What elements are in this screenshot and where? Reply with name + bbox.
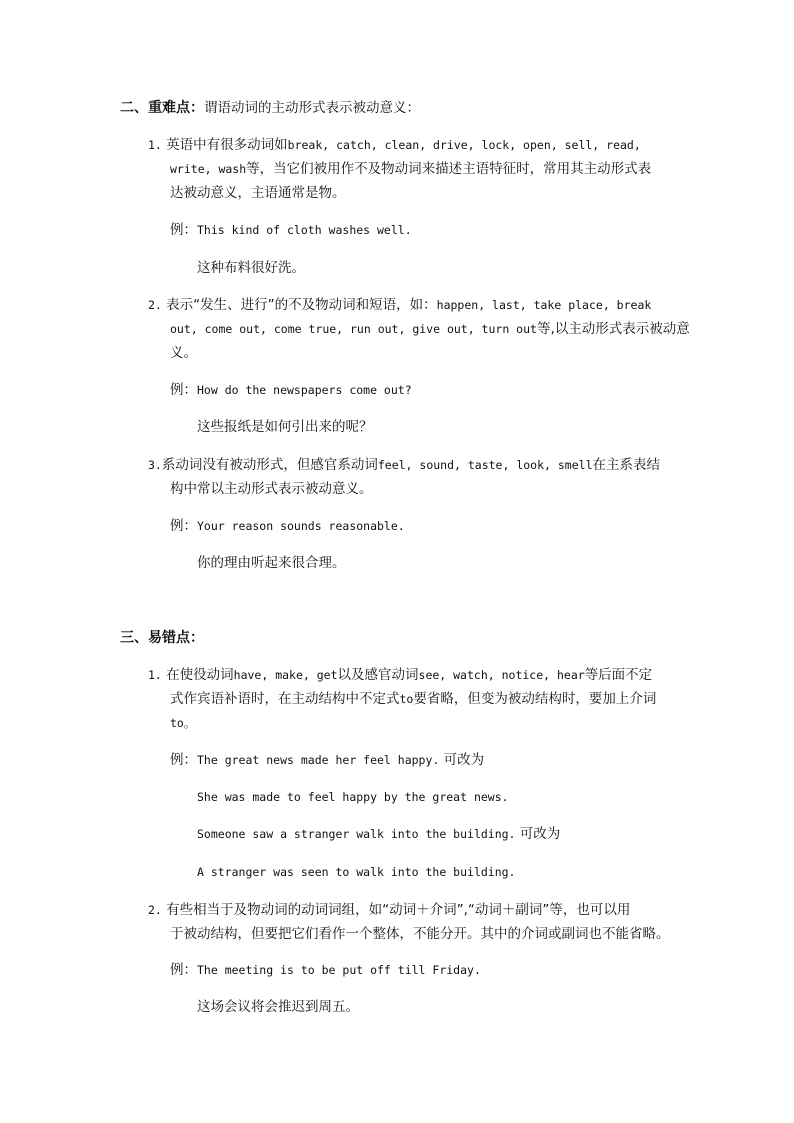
item-number: 1. <box>148 138 162 152</box>
s3-item-1-line-2 <box>170 690 656 708</box>
item-number: 2. <box>148 903 162 917</box>
example-label: 例： <box>170 518 197 534</box>
item-2-example <box>170 381 412 399</box>
text: 等,以主动形式表示被动意 <box>536 321 690 337</box>
text: 英语中有很多动词如 <box>166 137 288 153</box>
item-2-line-2 <box>170 320 690 338</box>
translation-text: 这种布料很好洗。 <box>197 260 305 276</box>
s3-item-1-example-3 <box>197 825 560 843</box>
text: 于被动结构，但要把它们看作一个整体，不能分开。其中的介词或副词也不能省略。 <box>170 926 670 942</box>
s3-item-2-line-1 <box>148 901 630 919</box>
translation-text: 这些报纸是如何引出来的呢？ <box>197 419 373 435</box>
s3-item-1-example-1 <box>170 751 484 769</box>
text: feel, sound, taste, look, smell <box>377 458 593 472</box>
item-1-line-3 <box>170 184 346 202</box>
text: 系动词没有被动形式，但感官系动词 <box>161 457 378 473</box>
item-3-example <box>170 517 405 535</box>
text: 义。 <box>170 345 197 361</box>
s3-item-1-line-1 <box>148 666 652 684</box>
text: 在使役动词 <box>166 667 234 683</box>
text: 式作宾语补语时，在主动结构中不定式 <box>170 691 400 707</box>
example-note: 可改为 <box>443 752 485 768</box>
section-2-title: 二、重难点： <box>120 100 204 116</box>
text: out, come out, come true, run out, give out, turn out <box>170 322 537 336</box>
item-2-line-1 <box>148 296 651 314</box>
item-3-translation <box>197 554 346 572</box>
text: have, make, get <box>233 668 338 682</box>
text: see, watch, notice, hear <box>418 668 585 682</box>
s3-item-2-translation <box>197 998 359 1016</box>
text: 要省略，但变为被动结构时，要加上介词 <box>413 691 657 707</box>
item-3-line-2 <box>170 480 373 498</box>
section-2-heading <box>120 99 420 117</box>
text: happen, last, take place, break <box>436 298 652 312</box>
s3-item-1-line-3 <box>170 714 195 732</box>
item-3-line-1 <box>148 456 660 474</box>
example-text: The meeting is to be put off till Friday. <box>197 963 481 977</box>
section-2-subtitle: 谓语动词的主动形式表示被动意义： <box>204 100 420 116</box>
item-number: 1. <box>148 668 162 682</box>
item-1-example <box>170 221 412 239</box>
item-number: 3. <box>148 458 162 472</box>
translation-text: 这场会议将会推迟到周五。 <box>197 999 359 1015</box>
example-text: Someone saw a stranger walk into the building. <box>197 827 516 841</box>
example-label: 例： <box>170 752 197 768</box>
s3-item-1-example-4 <box>197 863 516 881</box>
item-1-line-1 <box>148 136 641 154</box>
item-1-translation <box>197 259 305 277</box>
text: break, catch, clean, drive, lock, open, sell, read, <box>287 138 641 152</box>
text: 达被动意义，主语通常是物。 <box>170 185 346 201</box>
text: 等后面不定 <box>584 667 653 683</box>
example-text: This kind of cloth washes well. <box>197 223 412 237</box>
example-text: She was made to feel happy by the great news. <box>197 790 509 804</box>
example-text: The great news made her feel happy. <box>197 753 440 767</box>
translation-text: 你的理由听起来很合理。 <box>197 555 346 571</box>
text: 以及感官动词 <box>337 667 419 683</box>
text: 有些相当于及物动词的动词词组，如“动词＋介词”,“动词＋副词”等，也可以用 <box>166 902 631 918</box>
text: 等，当它们被用作不及物动词来描述主语特征时，常用其主动形式表 <box>246 161 652 177</box>
example-note: 可改为 <box>519 826 561 842</box>
text: write, wash <box>170 162 247 176</box>
s3-item-2-line-2 <box>170 925 670 943</box>
section-3-heading <box>120 629 204 647</box>
example-label: 例： <box>170 222 197 238</box>
text: 表示“发生、进行”的不及物动词和短语，如： <box>166 297 437 313</box>
s3-item-2-example <box>170 961 481 979</box>
example-label: 例： <box>170 382 197 398</box>
example-text: A stranger was seen to walk into the building. <box>197 865 516 879</box>
item-number: 2. <box>148 298 162 312</box>
item-1-line-2 <box>170 160 651 178</box>
text: to。 <box>170 716 196 730</box>
text: 构中常以主动形式表示被动意义。 <box>170 481 373 497</box>
section-3-title: 三、易错点： <box>120 630 204 646</box>
s3-item-1-example-2 <box>197 788 509 806</box>
example-label: 例： <box>170 962 197 978</box>
text: to <box>399 692 414 706</box>
text: 在主系表结 <box>592 457 660 473</box>
example-text: How do the newspapers come out? <box>197 383 412 397</box>
example-text: Your reason sounds reasonable. <box>197 519 405 533</box>
item-2-translation <box>197 418 373 436</box>
item-2-line-3 <box>170 344 197 362</box>
